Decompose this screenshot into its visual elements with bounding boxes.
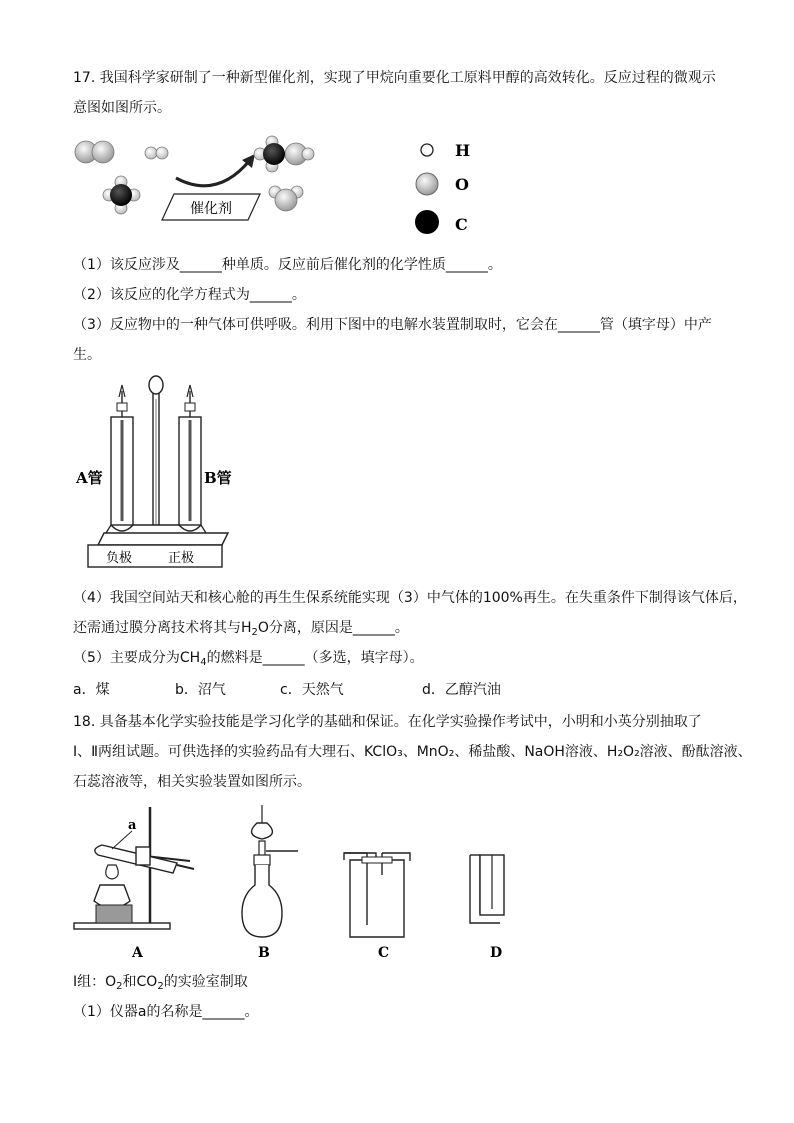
option-c: c．天然气 <box>280 682 344 698</box>
legend-h: H <box>455 141 471 160</box>
hydrogen-molecule <box>145 147 168 159</box>
apparatus-d <box>470 855 504 923</box>
q18-intro-line3: 石蕊溶液等，相关实验装置如图所示。 <box>73 774 311 790</box>
q17-sub1: （1）该反应涉及______种单质。反应前后催化剂的化学性质______。 <box>73 257 502 273</box>
atom-legend <box>412 138 482 238</box>
positive-electrode-label: 正极 <box>168 551 195 566</box>
q17-intro-line1: 17. 我国科学家研制了一种新型催化剂，实现了甲烷向重要化工原料甲醇的高效转化。反应过程的微观示 <box>73 70 716 86</box>
oxygen-atom-swatch <box>416 173 438 195</box>
catalyst-label: 催化剂 <box>190 201 232 217</box>
legend-o: O <box>455 175 469 194</box>
option-a: a．煤 <box>73 682 110 698</box>
apparatus-c <box>344 853 410 937</box>
legend-c: C <box>455 215 468 234</box>
q18-intro-line2: Ⅰ、Ⅱ两组试题。可供选择的实验药品有大理石、KClO₃、MnO₂、稀盐酸、NaOH溶液、H₂O₂溶液、酚酞溶液、 <box>73 744 752 760</box>
reaction-diagram <box>72 130 322 230</box>
q17-sub3-line2: 生。 <box>73 347 101 363</box>
methane-molecule <box>103 176 140 214</box>
reaction-arrow <box>176 160 250 186</box>
label-c: C <box>378 945 390 961</box>
q17-sub3-line1: （3）反应物中的一种气体可供呼吸。利用下图中的电解水装置制取时，它会在______管（填字母）中产 <box>73 317 712 333</box>
tube-a-label: A管 <box>76 469 103 487</box>
lab-apparatus-figure <box>72 805 532 960</box>
apparatus-b <box>242 805 298 937</box>
instrument-a-mark: a <box>128 818 137 833</box>
q17-sub5: （5）主要成分为$CH_4$的燃料是______（多选，填字母）。 <box>73 650 424 668</box>
tube-b-label: B管 <box>204 469 232 487</box>
q18-intro-line1: 18. 具备基本化学实验技能是学习化学的基础和保证。在化学实验操作考试中，小明和小英分别抽取了 <box>73 714 702 730</box>
label-b: B <box>258 945 270 961</box>
label-d: D <box>490 945 503 961</box>
hydrogen-atom-swatch <box>421 144 433 156</box>
q17-sub4-line2: 还需通过膜分离技术将其与$H_2O$分离，原因是______。 <box>73 620 409 638</box>
water-molecule <box>269 186 303 211</box>
apparatus-a <box>74 807 194 929</box>
option-d: d．乙醇汽油 <box>422 682 501 698</box>
electrolysis-apparatus <box>76 375 236 575</box>
negative-electrode-label: 负极 <box>106 551 133 566</box>
option-b: b．沼气 <box>175 682 226 698</box>
q17-sub2: （2）该反应的化学方程式为______。 <box>73 287 306 303</box>
q18-sub1: （1）仪器a的名称是______。 <box>73 1004 259 1020</box>
q17-sub4-line1: （4）我国空间站天和核心舱的再生生保系统能实现（3）中气体的100%再生。在失重条件下制得该气体后， <box>73 590 747 606</box>
label-a: A <box>132 945 143 961</box>
q17-intro-line2: 意图如图所示。 <box>73 100 171 116</box>
methanol-molecule <box>254 136 314 172</box>
q18-group1-title: Ⅰ组：$O_2$和$CO_2$的实验室制取 <box>73 974 248 992</box>
carbon-atom-swatch <box>415 210 439 234</box>
oxygen-molecule <box>75 141 114 163</box>
